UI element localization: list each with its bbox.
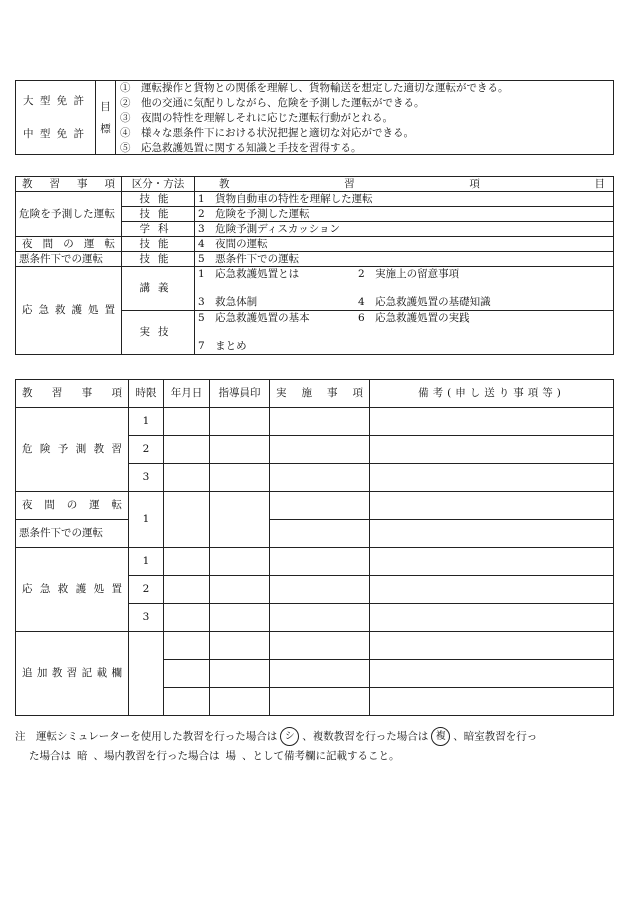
goal-item: ① 運転操作と貨物との関係を理解し、貨物輸送を想定した適切な運転ができる。 xyxy=(120,82,509,94)
rec-header-subject: 教習事項 xyxy=(16,380,129,408)
note-mid3: 、場内教習を行った場合は xyxy=(93,749,220,762)
goal-item: ③ 夜間の特性を理解しそれに応じた運転行動がとれる。 xyxy=(120,112,393,124)
item: 5 応急救護処置の基本 xyxy=(198,312,310,324)
method: 技能 xyxy=(122,252,195,267)
dark-mark: 暗 xyxy=(77,749,88,762)
header-items: 教習項目 xyxy=(195,177,614,192)
multi-mark: 複 xyxy=(431,727,450,746)
lecture-line-1 xyxy=(198,267,610,295)
seal-cell[interactable] xyxy=(210,688,270,716)
simulator-mark: シ xyxy=(280,727,299,746)
seal-cell[interactable] xyxy=(210,492,270,548)
remarks-cell[interactable] xyxy=(370,436,614,464)
rec-header-period: 時限 xyxy=(129,380,164,408)
remarks-cell[interactable] xyxy=(370,464,614,492)
period-number: 3 xyxy=(129,464,164,492)
done-cell[interactable] xyxy=(270,464,370,492)
remarks-cell[interactable] xyxy=(370,688,614,716)
date-cell[interactable] xyxy=(164,576,210,604)
header-subject: 教習事項 xyxy=(16,177,122,192)
method-lecture: 講義 xyxy=(122,267,195,311)
seal-cell[interactable] xyxy=(210,576,270,604)
yard-mark: 場 xyxy=(225,749,236,762)
item: 3 救急体制 xyxy=(198,296,258,308)
footnote xyxy=(15,727,615,766)
goal-item: ⑤ 応急救護処置に関する知識と手技を習得する。 xyxy=(120,142,362,154)
lecture-items xyxy=(195,267,614,311)
remarks-cell[interactable] xyxy=(370,520,614,548)
date-cell[interactable] xyxy=(164,492,210,548)
note-line2-start: た場合は xyxy=(29,749,71,762)
remarks-cell[interactable] xyxy=(370,408,614,436)
period-number: 2 xyxy=(129,436,164,464)
item: 4 夜間の運転 xyxy=(195,237,614,252)
seal-cell[interactable] xyxy=(210,464,270,492)
done-cell[interactable] xyxy=(270,632,370,660)
item: 4 応急救護処置の基礎知識 xyxy=(358,296,491,308)
period-cell[interactable] xyxy=(129,632,164,716)
license-large: 大型免許 xyxy=(23,94,84,107)
subject-danger-text: 危険を予測した運転 xyxy=(19,207,115,220)
remarks-cell[interactable] xyxy=(370,604,614,632)
header-method: 区分・方法 xyxy=(122,177,195,192)
period-number: 1 xyxy=(129,492,164,548)
done-cell[interactable] xyxy=(270,604,370,632)
remarks-cell[interactable] xyxy=(370,576,614,604)
lecture-line-2 xyxy=(198,295,610,310)
rec-header-seal: 指導員印 xyxy=(210,380,270,408)
rec-aid-label: 応急救護処置 xyxy=(16,548,129,632)
subject-aid: 応急救護処置 xyxy=(16,267,122,355)
record-table xyxy=(15,379,614,716)
item: 7 まとめ xyxy=(198,340,247,352)
remarks-cell[interactable] xyxy=(370,632,614,660)
date-cell[interactable] xyxy=(164,604,210,632)
seal-cell[interactable] xyxy=(210,632,270,660)
done-cell[interactable] xyxy=(270,520,370,548)
license-medium: 中型免許 xyxy=(23,127,84,140)
item: 2 危険を予測した運転 xyxy=(195,207,614,222)
method-practice: 実技 xyxy=(122,311,195,355)
goal-items xyxy=(116,81,614,155)
rec-header-done: 実施事項 xyxy=(270,380,370,408)
done-cell[interactable] xyxy=(270,688,370,716)
item: 1 貨物自動車の特性を理解した運転 xyxy=(195,192,614,207)
method: 技能 xyxy=(122,192,195,207)
item: 3 危険予測ディスカッション xyxy=(195,222,614,237)
subject-danger xyxy=(16,192,122,237)
rec-additional-label: 追加教習記載欄 xyxy=(16,632,129,716)
done-cell[interactable] xyxy=(270,548,370,576)
date-cell[interactable] xyxy=(164,464,210,492)
seal-cell[interactable] xyxy=(210,660,270,688)
rec-night-label: 夜間の運転 xyxy=(16,492,129,520)
period-number: 3 xyxy=(129,604,164,632)
remarks-cell[interactable] xyxy=(370,492,614,520)
curriculum-table xyxy=(15,176,614,355)
note-mid2: 、暗室教習を行っ xyxy=(453,730,538,743)
goals-table xyxy=(15,80,614,155)
date-cell[interactable] xyxy=(164,660,210,688)
rec-danger-label: 危険予測教習 xyxy=(16,408,129,492)
date-cell[interactable] xyxy=(164,436,210,464)
target-label-text: 目標 xyxy=(100,100,111,135)
practice-items xyxy=(195,311,614,355)
done-cell[interactable] xyxy=(270,576,370,604)
practice-line-1 xyxy=(198,311,610,339)
subject-bad: 悪条件下での運転 xyxy=(16,252,122,267)
item: 6 応急救護処置の実践 xyxy=(358,312,470,324)
period-number: 2 xyxy=(129,576,164,604)
goal-item: ② 他の交通に気配りしながら、危険を予測した運転ができる。 xyxy=(120,97,425,109)
subject-night: 夜間の運転 xyxy=(16,237,122,252)
item: 2 実施上の留意事項 xyxy=(358,268,460,280)
rec-header-remarks: 備考(申し送り事項等) xyxy=(370,380,614,408)
remarks-cell[interactable] xyxy=(370,548,614,576)
date-cell[interactable] xyxy=(164,408,210,436)
period-number: 1 xyxy=(129,548,164,576)
item: 1 応急救護処置とは xyxy=(198,268,300,280)
method: 学科 xyxy=(122,222,195,237)
license-cell xyxy=(16,81,96,155)
done-cell[interactable] xyxy=(270,492,370,520)
seal-cell[interactable] xyxy=(210,604,270,632)
note-mid1: 、複数教習を行った場合は xyxy=(302,730,429,743)
remarks-cell[interactable] xyxy=(370,660,614,688)
date-cell[interactable] xyxy=(164,632,210,660)
method: 技能 xyxy=(122,207,195,222)
seal-cell[interactable] xyxy=(210,548,270,576)
practice-line-2 xyxy=(198,339,610,354)
done-cell[interactable] xyxy=(270,436,370,464)
target-label xyxy=(96,81,116,155)
note-suffix: 、として備考欄に記載すること。 xyxy=(242,749,400,762)
item: 5 悪条件下での運転 xyxy=(195,252,614,267)
method: 技能 xyxy=(122,237,195,252)
done-cell[interactable] xyxy=(270,660,370,688)
date-cell[interactable] xyxy=(164,548,210,576)
footnote-line-2 xyxy=(15,747,615,766)
note-prefix: 注 運転シミュレーターを使用した教習を行った場合は xyxy=(15,730,278,743)
date-cell[interactable] xyxy=(164,688,210,716)
footnote-line-1 xyxy=(15,727,615,747)
rec-header-date: 年月日 xyxy=(164,380,210,408)
period-number: 1 xyxy=(129,408,164,436)
done-cell[interactable] xyxy=(270,408,370,436)
seal-cell[interactable] xyxy=(210,436,270,464)
goal-item: ④ 様々な悪条件下における状況把握と適切な対応ができる。 xyxy=(120,127,414,139)
rec-bad-label: 悪条件下での運転 xyxy=(16,520,129,548)
seal-cell[interactable] xyxy=(210,408,270,436)
